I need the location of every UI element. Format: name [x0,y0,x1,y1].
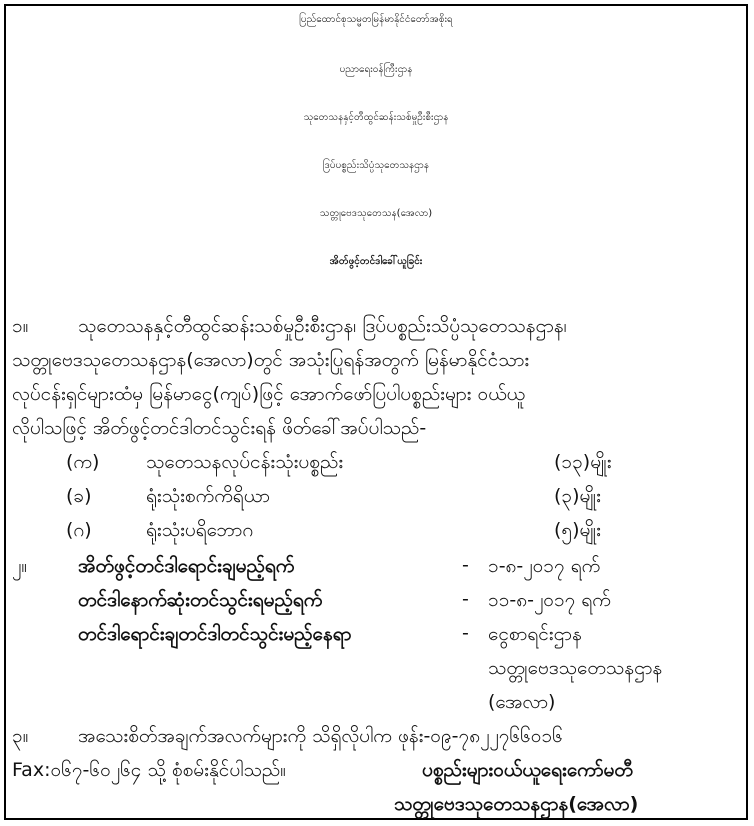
item-quantity: (၃)မျိုး [554,485,601,507]
item-letter: (ခ) [66,485,92,507]
section-2-number: ၂။ [12,555,28,577]
ministry-name: ပညာရေးဝန်ကြီးဌာန [339,64,413,75]
location-value-1: ငွေစာရင်းဌာန [488,623,582,645]
item-quantity: (၅)မျိုး [554,519,601,541]
section-1-line-4: လိုပါသဖြင့် အိတ်ဖွင့်တင်ဒါတင်သွင်းရန် ဖိတ်ခေါ်အပ်ပါသည်- [12,417,427,439]
contact-phone-line: အသေးစိတ်အချက်အလက်များကို သိရှိလိုပါက ဖုန်း-၀၉-၇၈၂၂၇၆၆၀၁၆ [78,725,563,747]
item-letter: (ဂ) [66,519,92,541]
location-dash: - [462,622,469,644]
contact-fax-line: Fax:၀၆၇-၆၀၂၆၄ သို့ စုံစမ်းနိုင်ပါသည်။ [12,759,286,781]
department-signature: သတ္တုဗေဒသုတေသနဌာန(အေလာ) [394,793,639,815]
item-name: ရုံးသုံးပရိဘောဂ [146,519,254,541]
government-name: ပြည်ထောင်စုသမ္မတမြန်မာနိုင်ငံတော်အစိုးရ [299,14,453,25]
section-1-line-1: သုတေသနနှင့်တီထွင်ဆန်းသစ်မှုဦးစီးဌာန၊ ဒြပ်ပစ္စည်းသိပ္ပံသုတေသနဌာန၊ [78,315,567,337]
sale-date-label: အိတ်ဖွင့်တင်ဒါရောင်းချမည့်ရက် [78,555,295,577]
research-unit-name: သတ္တုဗေဒသုတေသန(အေလာ) [319,208,433,219]
section-1-number: ၁။ [12,315,29,337]
deadline-dash: - [462,588,469,610]
location-value-2: သတ္တုဗေဒသုတေသနဌာန [488,657,663,679]
deadline-label: တင်ဒါနောက်ဆုံးတင်သွင်းရမည့်ရက် [78,589,323,611]
item-quantity: (၁၃)မျိုး [554,451,612,473]
section-3-number: ၃။ [12,725,29,747]
tender-notice [4,4,748,820]
department-name: သုတေသနနှင့်တီထွင်ဆန်းသစ်မှုဦးစီးဌာန [303,112,449,123]
committee-name: ပစ္စည်းများဝယ်ယူရေးကော်မတီ [422,759,633,781]
item-name: ရုံးသုံးစက်ကိရိယာ [146,485,270,507]
notice-title: အိတ်ဖွင့်တင်ဒါခေါ်ယူခြင်း [329,256,423,267]
sale-date-dash: - [462,554,469,576]
item-letter: (က) [66,451,100,473]
location-value-3: (အေလာ) [488,691,556,713]
deadline-value: ၁၁-၈-၂၀၁၇ ရက် [488,589,611,611]
section-1-line-3: လုပ်ငန်းရှင်များထံမှ မြန်မာငွေ(ကျပ်)ဖြင့် အောက်ဖော်ပြပါပစ္စည်းများ ဝယ်ယူ [12,383,526,405]
item-name: သုတေသနလုပ်ငန်းသုံးပစ္စည်း [146,451,344,473]
location-label: တင်ဒါရောင်းချတင်ဒါတင်သွင်းမည့်နေရာ [78,623,352,645]
sale-date-value: ၁-၈-၂၀၁၇ ရက် [488,555,601,577]
section-1-line-2: သတ္တုဗေဒသုတေသနဌာန(အေလာ)တွင် အသုံးပြုရန်အတွက် မြန်မာနိုင်ငံသား [12,349,530,371]
sub-department-name: ဒြပ်ပစ္စည်းသိပ္ပံသုတေသနဌာန [322,160,429,171]
